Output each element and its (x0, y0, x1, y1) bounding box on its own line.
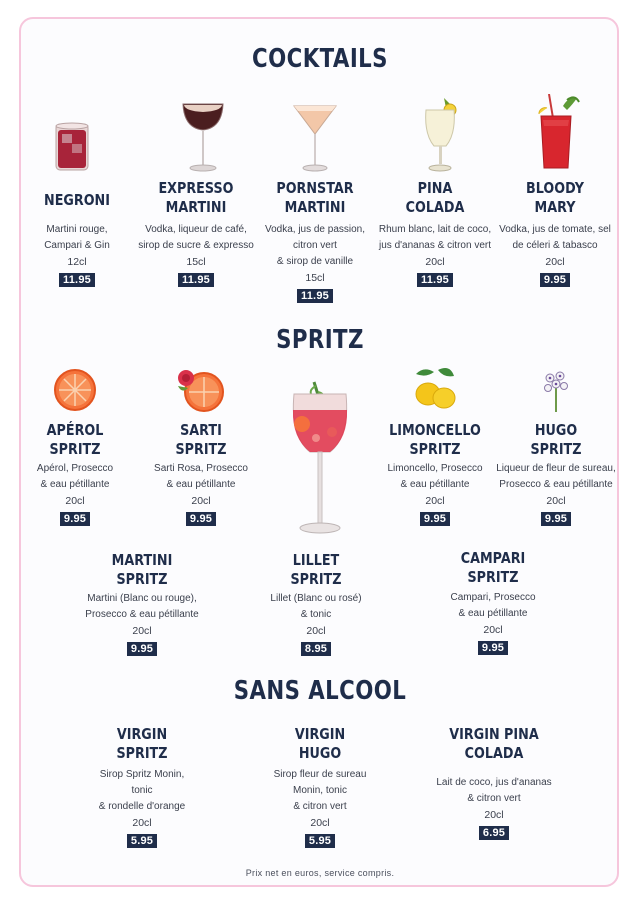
footer-note: Prix net en euros, service compris. (245, 868, 395, 878)
item-volume: 20cl (191, 495, 211, 507)
section-title-spritz: SPRITZ (276, 325, 364, 355)
price-badge: 9.95 (541, 512, 571, 526)
menu-item-aperol-spritz (13, 421, 137, 527)
item-description: Apérol, Prosecco & eau pétillante (36, 463, 114, 490)
negroni-glass-icon (52, 118, 92, 174)
item-volume: 20cl (306, 625, 326, 637)
item-name: SARTI SPRITZ (175, 421, 227, 458)
item-description: Sirop fleur de sureau Monin, tonic & citron vert (273, 769, 367, 812)
item-volume: 20cl (425, 495, 445, 507)
price-badge: 9.95 (127, 642, 157, 656)
item-volume: 20cl (425, 256, 445, 268)
price-badge: 9.95 (60, 512, 90, 526)
price-badge: 6.95 (479, 826, 509, 840)
orange-rose-icon (174, 368, 226, 414)
orange-slice-icon (53, 368, 97, 412)
spritz-wine-glass-icon (288, 380, 352, 536)
menu-item-sarti-spritz (139, 421, 263, 527)
item-description: Vodka, liqueur de café, sirop de sucre & expresso (138, 224, 254, 251)
item-name: MARTINI SPRITZ (111, 551, 173, 588)
section-title-cocktails: COCKTAILS (252, 44, 388, 74)
menu-item-virgin-hugo (258, 725, 382, 849)
item-name: BLOODY MARY (526, 179, 584, 216)
item-volume: 20cl (132, 817, 152, 829)
item-volume: 12cl (67, 256, 87, 268)
item-description: Lait de coco, jus d'ananas & citron vert (436, 777, 552, 804)
price-badge: 11.95 (417, 273, 453, 287)
price-badge: 8.95 (301, 642, 331, 656)
martini-glass-icon (292, 102, 338, 172)
menu-item-pina-colada (373, 179, 497, 288)
coupe-glass-icon (180, 100, 226, 172)
section-title-sans-alcool: SANS ALCOOL (233, 676, 407, 706)
menu-item-campari-spritz (431, 549, 555, 656)
item-name: VIRGIN PINA COLADA (449, 725, 539, 762)
lemon-icon (410, 364, 458, 414)
item-volume: 20cl (545, 256, 565, 268)
item-volume: 20cl (546, 495, 566, 507)
price-badge: 9.95 (186, 512, 216, 526)
item-name: PORNSTAR MARTINI (276, 179, 354, 216)
item-volume: 20cl (484, 809, 504, 821)
item-name: HUGO SPRITZ (530, 421, 582, 458)
item-description: Martini rouge, Campari & Gin (44, 224, 110, 251)
item-volume: 15cl (305, 272, 325, 284)
price-badge: 5.95 (127, 834, 157, 848)
bloody-mary-glass-icon (533, 94, 581, 174)
item-volume: 20cl (483, 624, 503, 636)
item-name: CAMPARI SPRITZ (460, 549, 526, 586)
menu-item-hugo-spritz (494, 421, 618, 527)
item-volume: 20cl (132, 625, 152, 637)
item-name: VIRGIN HUGO (294, 725, 346, 762)
item-description: Rhum blanc, lait de coco, jus d'ananas & citron vert (378, 224, 492, 251)
item-name: PINA COLADA (405, 179, 465, 216)
item-description: Liqueur de fleur de sureau, Prosecco & eau pétillante (496, 463, 616, 490)
item-description: Limoncello, Prosecco & eau pétillante (387, 463, 483, 490)
item-description: Campari, Prosecco & eau pétillante (450, 592, 536, 619)
item-name: VIRGIN SPRITZ (116, 725, 168, 762)
item-description: Vodka, jus de passion, citron vert & sirop de vanille (264, 224, 366, 267)
menu-item-negroni (15, 191, 139, 288)
item-description: Sarti Rosa, Prosecco & eau pétillante (154, 463, 248, 490)
elderflower-icon (540, 368, 572, 414)
price-badge: 11.95 (297, 289, 333, 303)
price-badge: 11.95 (178, 273, 214, 287)
item-description: Lillet (Blanc ou rosé) & tonic (270, 593, 362, 620)
price-badge: 9.95 (540, 273, 570, 287)
item-volume: 15cl (186, 256, 206, 268)
price-badge: 9.95 (478, 641, 508, 655)
item-description: Vodka, jus de tomate, sel de céleri & tabasco (499, 224, 611, 251)
price-badge: 9.95 (420, 512, 450, 526)
menu-item-virgin-pina-colada (432, 725, 556, 841)
item-name: EXPRESSO MARTINI (158, 179, 234, 216)
menu-item-expresso-martini (134, 179, 258, 288)
item-volume: 20cl (310, 817, 330, 829)
item-name: LILLET SPRITZ (290, 551, 342, 588)
item-description: Martini (Blanc ou rouge), Prosecco & eau pétillante (85, 593, 199, 620)
menu-item-martini-spritz (80, 551, 204, 657)
item-name: APÉROL SPRITZ (46, 421, 104, 458)
pina-colada-glass-icon (418, 96, 462, 174)
menu-item-lillet-spritz (254, 551, 378, 657)
menu-item-bloody-mary (493, 179, 617, 288)
item-description: Sirop Spritz Monin, tonic & rondelle d'orange (98, 769, 186, 812)
menu-item-virgin-spritz (80, 725, 204, 849)
menu-item-limoncello-spritz (373, 421, 497, 527)
item-name: NEGRONI (44, 191, 110, 209)
price-badge: 11.95 (59, 273, 95, 287)
price-badge: 5.95 (305, 834, 335, 848)
menu-item-pornstar-martini (253, 179, 377, 304)
item-volume: 20cl (65, 495, 85, 507)
item-name: LIMONCELLO SPRITZ (389, 421, 481, 458)
